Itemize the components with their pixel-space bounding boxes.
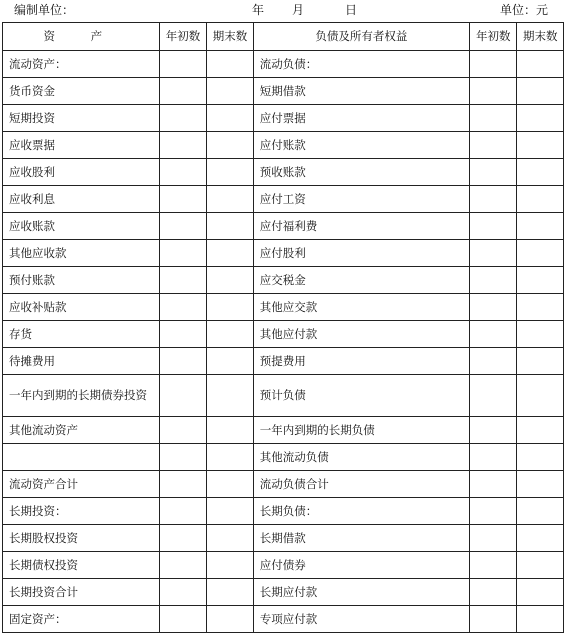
begin-balance-header-liabilities: 年初数	[469, 23, 516, 51]
liability-begin-value[interactable]	[469, 105, 516, 132]
table-row	[3, 267, 564, 294]
liability-end-value[interactable]	[516, 78, 563, 105]
asset-end-value[interactable]	[206, 267, 253, 294]
liability-label: 专项应付款	[253, 606, 469, 633]
liability-end-value[interactable]	[516, 51, 563, 78]
asset-label: 一年内到期的长期债券投资	[3, 375, 160, 417]
asset-begin-value[interactable]	[159, 348, 206, 375]
liability-end-value[interactable]	[516, 525, 563, 552]
asset-end-value[interactable]	[206, 186, 253, 213]
asset-begin-value[interactable]	[159, 159, 206, 186]
asset-begin-value[interactable]	[159, 579, 206, 606]
liability-begin-value[interactable]	[469, 159, 516, 186]
liability-label: 流动负债合计	[253, 471, 469, 498]
asset-end-value[interactable]	[206, 348, 253, 375]
asset-label: 长期债权投资	[3, 552, 160, 579]
liability-end-value[interactable]	[516, 552, 563, 579]
table-row	[3, 240, 564, 267]
liability-label: 应付福利费	[253, 213, 469, 240]
liability-begin-value[interactable]	[469, 51, 516, 78]
liability-begin-value[interactable]	[469, 444, 516, 471]
liability-end-value[interactable]	[516, 498, 563, 525]
asset-begin-value[interactable]	[159, 240, 206, 267]
liability-end-value[interactable]	[516, 159, 563, 186]
asset-label: 应收利息	[3, 186, 160, 213]
asset-end-value[interactable]	[206, 498, 253, 525]
liability-begin-value[interactable]	[469, 132, 516, 159]
liability-begin-value[interactable]	[469, 498, 516, 525]
asset-begin-value[interactable]	[159, 132, 206, 159]
compiling-unit-label: 编制单位：	[14, 3, 75, 17]
liabilities-column-header: 负债及所有者权益	[253, 23, 469, 51]
asset-label: 固定资产：	[3, 606, 160, 633]
asset-begin-value[interactable]	[159, 471, 206, 498]
asset-label: 流动资产：	[3, 51, 160, 78]
asset-end-value[interactable]	[206, 294, 253, 321]
asset-begin-value[interactable]	[159, 321, 206, 348]
liability-end-value[interactable]	[516, 579, 563, 606]
asset-label: 货币资金	[3, 78, 160, 105]
asset-begin-value[interactable]	[159, 186, 206, 213]
liability-end-value[interactable]	[516, 132, 563, 159]
liability-label: 长期负债：	[253, 498, 469, 525]
liability-begin-value[interactable]	[469, 267, 516, 294]
currency-unit-label: 单位：元	[500, 3, 549, 17]
end-balance-header-liabilities: 期末数	[516, 23, 563, 51]
asset-label: 长期股权投资	[3, 525, 160, 552]
asset-label: 预付账款	[3, 267, 160, 294]
liability-label: 其他流动负债	[253, 444, 469, 471]
liability-end-value[interactable]	[516, 105, 563, 132]
asset-begin-value[interactable]	[159, 105, 206, 132]
asset-begin-value[interactable]	[159, 51, 206, 78]
asset-label: 长期投资：	[3, 498, 160, 525]
liability-begin-value[interactable]	[469, 348, 516, 375]
liability-end-value[interactable]	[516, 240, 563, 267]
year-label: 年	[252, 3, 265, 17]
liability-end-value[interactable]	[516, 213, 563, 240]
table-row	[3, 213, 564, 240]
month-label: 月	[292, 3, 305, 17]
table-row	[3, 51, 564, 78]
asset-label: 短期投资	[3, 105, 160, 132]
asset-begin-value[interactable]	[159, 375, 206, 417]
asset-begin-value[interactable]	[159, 294, 206, 321]
liability-end-value[interactable]	[516, 444, 563, 471]
liability-label: 应付工资	[253, 186, 469, 213]
table-row	[3, 444, 564, 471]
liability-label: 应付股利	[253, 240, 469, 267]
asset-end-value[interactable]	[206, 471, 253, 498]
asset-end-value[interactable]	[206, 606, 253, 633]
liability-end-value[interactable]	[516, 417, 563, 444]
table-row	[3, 471, 564, 498]
liability-begin-value[interactable]	[469, 417, 516, 444]
asset-end-value[interactable]	[206, 78, 253, 105]
table-header-row	[3, 23, 564, 51]
liability-begin-value[interactable]	[469, 294, 516, 321]
table-row	[3, 159, 564, 186]
liability-label: 应交税金	[253, 267, 469, 294]
asset-begin-value[interactable]	[159, 498, 206, 525]
liability-label: 应付票据	[253, 105, 469, 132]
table-row	[3, 498, 564, 525]
begin-balance-header-assets: 年初数	[159, 23, 206, 51]
asset-end-value[interactable]	[206, 240, 253, 267]
liability-begin-value[interactable]	[469, 375, 516, 417]
table-row	[3, 417, 564, 444]
asset-begin-value[interactable]	[159, 417, 206, 444]
asset-label	[3, 444, 160, 471]
asset-label: 存货	[3, 321, 160, 348]
asset-label: 应收账款	[3, 213, 160, 240]
liability-label: 预收账款	[253, 159, 469, 186]
asset-end-value[interactable]	[206, 159, 253, 186]
asset-label: 流动资产合计	[3, 471, 160, 498]
liability-end-value[interactable]	[516, 321, 563, 348]
asset-label: 长期投资合计	[3, 579, 160, 606]
liability-begin-value[interactable]	[469, 321, 516, 348]
asset-end-value[interactable]	[206, 552, 253, 579]
table-row	[3, 78, 564, 105]
report-header	[0, 0, 566, 22]
asset-label: 其他应收款	[3, 240, 160, 267]
table-row	[3, 525, 564, 552]
asset-begin-value[interactable]	[159, 444, 206, 471]
asset-end-value[interactable]	[206, 579, 253, 606]
liability-label: 短期借款	[253, 78, 469, 105]
liability-begin-value[interactable]	[469, 78, 516, 105]
liability-begin-value[interactable]	[469, 606, 516, 633]
asset-end-value[interactable]	[206, 375, 253, 417]
asset-label: 其他流动资产	[3, 417, 160, 444]
asset-label: 应收补贴款	[3, 294, 160, 321]
table-row	[3, 552, 564, 579]
liability-label: 应付账款	[253, 132, 469, 159]
asset-label: 应收票据	[3, 132, 160, 159]
liability-begin-value[interactable]	[469, 552, 516, 579]
day-label: 日	[345, 3, 358, 17]
table-row	[3, 186, 564, 213]
table-row	[3, 606, 564, 633]
end-balance-header-assets: 期末数	[206, 23, 253, 51]
liability-end-value[interactable]	[516, 471, 563, 498]
asset-end-value[interactable]	[206, 132, 253, 159]
asset-end-value[interactable]	[206, 213, 253, 240]
balance-sheet-table	[2, 22, 564, 633]
table-row	[3, 321, 564, 348]
liability-label: 流动负债：	[253, 51, 469, 78]
liability-begin-value[interactable]	[469, 186, 516, 213]
asset-begin-value[interactable]	[159, 78, 206, 105]
table-row	[3, 132, 564, 159]
liability-label: 预提费用	[253, 348, 469, 375]
liability-label: 一年内到期的长期负债	[253, 417, 469, 444]
asset-begin-value[interactable]	[159, 525, 206, 552]
asset-label: 待摊费用	[3, 348, 160, 375]
table-row	[3, 105, 564, 132]
liability-label: 长期借款	[253, 525, 469, 552]
table-row	[3, 375, 564, 417]
asset-begin-value[interactable]	[159, 213, 206, 240]
liability-end-value[interactable]	[516, 294, 563, 321]
asset-end-value[interactable]	[206, 417, 253, 444]
liability-end-value[interactable]	[516, 267, 563, 294]
asset-begin-value[interactable]	[159, 267, 206, 294]
asset-begin-value[interactable]	[159, 606, 206, 633]
liability-end-value[interactable]	[516, 375, 563, 417]
liability-begin-value[interactable]	[469, 240, 516, 267]
asset-end-value[interactable]	[206, 525, 253, 552]
asset-begin-value[interactable]	[159, 552, 206, 579]
liability-end-value[interactable]	[516, 186, 563, 213]
asset-end-value[interactable]	[206, 51, 253, 78]
liability-label: 其他应交款	[253, 294, 469, 321]
asset-end-value[interactable]	[206, 444, 253, 471]
table-row	[3, 579, 564, 606]
asset-end-value[interactable]	[206, 321, 253, 348]
liability-begin-value[interactable]	[469, 579, 516, 606]
liability-label: 应付债券	[253, 552, 469, 579]
asset-label: 应收股利	[3, 159, 160, 186]
liability-label: 其他应付款	[253, 321, 469, 348]
table-row	[3, 348, 564, 375]
table-row	[3, 294, 564, 321]
liability-end-value[interactable]	[516, 606, 563, 633]
liability-begin-value[interactable]	[469, 471, 516, 498]
assets-column-header: 资 产	[3, 23, 160, 51]
asset-end-value[interactable]	[206, 105, 253, 132]
liability-label: 长期应付款	[253, 579, 469, 606]
liability-begin-value[interactable]	[469, 525, 516, 552]
liability-label: 预计负债	[253, 375, 469, 417]
liability-begin-value[interactable]	[469, 213, 516, 240]
liability-end-value[interactable]	[516, 348, 563, 375]
